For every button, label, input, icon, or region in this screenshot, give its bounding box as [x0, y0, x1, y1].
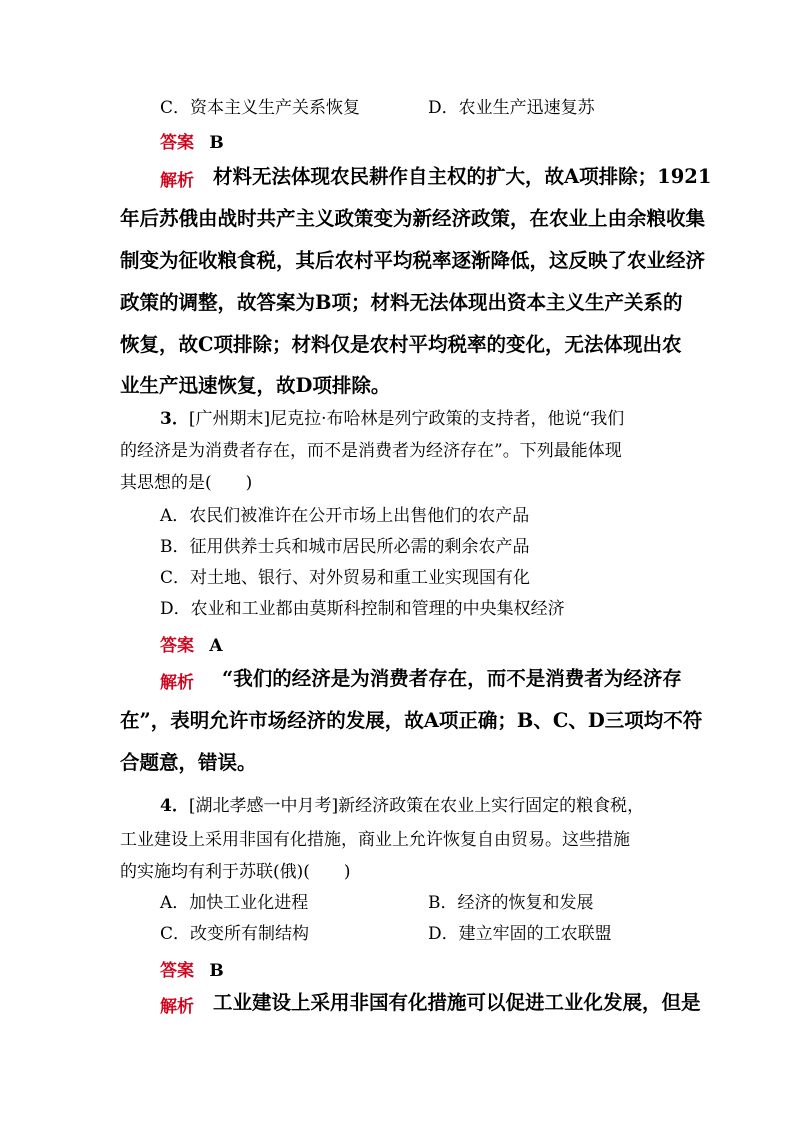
q2-explanation-line: 恢复，故C项排除；材料仅是农村平均税率的变化，无法体现出农	[120, 333, 682, 356]
q3-explanation-line: 合题意，错误。	[120, 751, 257, 774]
q3-option-a: A．农民们被准许在公开市场上出售他们的农产品	[160, 506, 530, 526]
answer-label: 答案	[160, 133, 194, 153]
q3-explanation-line: 在”，表明允许市场经济的发展，故A项正确；B、C、D三项均不符	[120, 709, 703, 732]
question-number: 4．	[160, 796, 189, 816]
q2-explanation-label	[160, 166, 194, 191]
answer-label: 答案	[160, 636, 194, 656]
q3-option-b: B．征用供养士兵和城市居民所必需的剩余农产品	[160, 537, 530, 557]
q4-explanation-line: 工业建设上采用非国有化措施可以促进工业化发展，但是	[213, 991, 701, 1014]
q4-option-a: A．加快工业化进程	[160, 893, 309, 913]
answer-value: A	[209, 636, 223, 656]
q2-answer	[160, 128, 224, 153]
q2-explanation-line: 制变为征收粮食税，其后农村平均税率逐渐降低，这反映了农业经济	[120, 249, 706, 272]
q2-explanation-line: 年后苏俄由战时共产主义政策变为新经济政策，在农业上由余粮收集	[120, 207, 706, 230]
q2-option-d: D．农业生产迅速复苏	[428, 98, 595, 118]
q4-option-c: C．改变所有制结构	[160, 924, 310, 944]
q3-option-d: D．农业和工业都由莫斯科控制和管理的中央集权经济	[160, 599, 565, 619]
question-source: [广州期末]	[188, 409, 271, 429]
q4-option-d: D．建立牢固的工农联盟	[428, 924, 612, 944]
answer-value: B	[209, 961, 224, 981]
q4-answer	[160, 956, 224, 981]
q4-stem-line: 工业建设上采用非国有化措施，商业上允许恢复自由贸易。这些措施	[120, 830, 630, 850]
q3-explanation-label	[160, 668, 194, 693]
q3-explanation-line: “我们的经济是为消费者存在，而不是消费者为经济存	[222, 667, 682, 690]
answer-value: B	[209, 133, 224, 153]
q3-stem-line: 其思想的是( )	[120, 473, 253, 493]
q4-explanation-label	[160, 992, 194, 1017]
question-stem-line: 新经济政策在农业上实行固定的粮食税，	[338, 796, 645, 816]
q2-explanation-line: 材料无法体现农民耕作自主权的扩大，故A项排除；1921	[213, 165, 712, 188]
explanation-label: 解析	[160, 171, 194, 191]
q3-stem-line: 的经济是为消费者存在，而不是消费者为经济存在”。下列最能体现	[120, 441, 622, 461]
q4-stem-first-line	[160, 795, 644, 817]
question-source: [湖北孝感一中月考]	[188, 796, 339, 816]
q3-answer	[160, 631, 223, 656]
q3-option-c: C．对土地、银行、对外贸易和重工业实现国有化	[160, 568, 531, 588]
q2-option-c: C．资本主义生产关系恢复	[160, 98, 361, 118]
answer-label: 答案	[160, 961, 194, 981]
question-stem-line: 尼克拉·布哈林是列宁政策的支持者，他说“我们	[270, 409, 625, 429]
question-number: 3．	[160, 409, 189, 429]
q4-stem-line: 的实施均有利于苏联(俄)( )	[120, 862, 351, 882]
q4-option-b: B．经济的恢复和发展	[428, 893, 594, 913]
q2-explanation-line: 业生产迅速恢复，故D项排除。	[120, 374, 391, 397]
q2-explanation-line: 政策的调整，故答案为B项；材料无法体现出资本主义生产关系的	[120, 291, 683, 314]
explanation-label: 解析	[160, 673, 194, 693]
explanation-label: 解析	[160, 997, 194, 1017]
q3-stem-first-line	[160, 408, 624, 430]
